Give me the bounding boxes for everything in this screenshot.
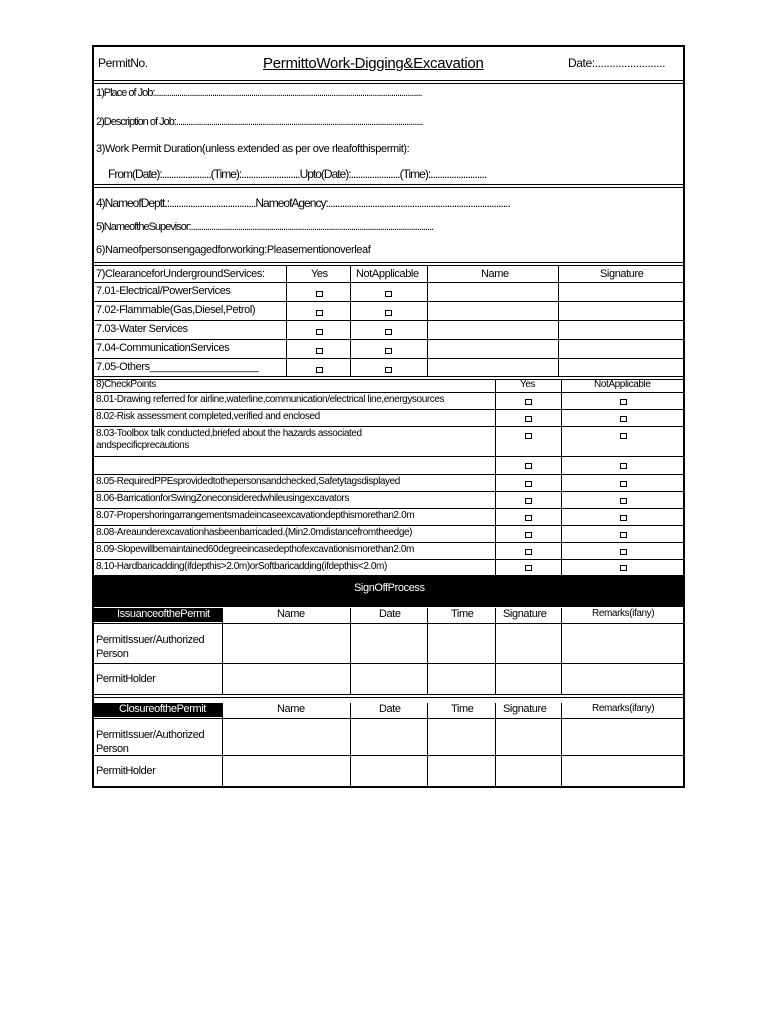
checkbox-icon[interactable] (385, 367, 392, 373)
checkbox-icon[interactable] (316, 329, 323, 335)
column-divider (495, 608, 496, 694)
yes-header: Yes (311, 268, 328, 280)
checkbox-icon[interactable] (316, 310, 323, 316)
clearance-row-label: 7.01-Electrical/PowerServices (96, 285, 231, 297)
checkbox-icon[interactable] (525, 498, 532, 504)
divider (94, 376, 683, 380)
description-field[interactable]: 2)Description of Job:........................................................................................................................ (96, 116, 423, 128)
checkbox-icon[interactable] (620, 416, 627, 422)
clearance-row-label: 7.02-Flammable(Gas,Diesel,Petrol) (96, 304, 256, 316)
checkbox-icon[interactable] (385, 310, 392, 316)
issuance-label: IssuanceofthePermit (117, 608, 210, 620)
persons-label: 6)Nameofpersonsengagedforworking:Pleasementionoverleaf (96, 244, 371, 256)
checkpoint-row-label: 8.08-Areaunderexcavationhasbeenbarricaded.(Min2.0mdistancefromtheedge) (96, 527, 413, 538)
checkpoint-row-label: 8.05-RequiredPPEsprovidedtothepersonsandchecked,Safetytagsdisplayed (96, 476, 400, 487)
name-header: Name (481, 268, 509, 280)
row-divider (94, 663, 683, 664)
column-divider (427, 608, 428, 694)
issuer-label: PermitIssuer/Authorized (96, 729, 205, 741)
checkpoints-header: 8)CheckPoints (96, 379, 156, 390)
clearance-header: 7)ClearanceforUndergroundServices: (96, 268, 265, 280)
row-divider (94, 339, 683, 340)
column-divider (561, 379, 562, 575)
column-divider (427, 265, 428, 376)
row-divider (94, 456, 683, 457)
signoff-col-remarksifany: Remarks(ifany) (592, 608, 655, 619)
place-of-job-field[interactable]: 1)Place of Job:.................................................................................................................................. (96, 87, 422, 99)
checkbox-icon[interactable] (316, 291, 323, 297)
from-upto-field[interactable]: From(Date):.....................(Time):.........................Upto(Date):.....................(Time):........................ (108, 167, 487, 181)
signoff-col-time: Time (451, 608, 474, 620)
permit-form (92, 45, 685, 788)
checkbox-icon[interactable] (525, 463, 532, 469)
divider (94, 80, 683, 84)
row-divider (94, 409, 683, 410)
checkbox-icon[interactable] (525, 399, 532, 405)
closure-label: ClosureofthePermit (119, 703, 206, 715)
checkbox-icon[interactable] (525, 481, 532, 487)
issuer-label: Person (96, 648, 129, 660)
holder-label: PermitHolder (96, 673, 156, 685)
row-divider (94, 491, 683, 492)
checkbox-icon[interactable] (316, 367, 323, 373)
checkpoint-row-label: 8.01-Drawing referred for airline,waterline,communication/electrical line,energysources (96, 394, 445, 405)
signoff-col-name: Name (277, 608, 305, 620)
checkpoint-row-label: 8.06-BarricationforSwingZoneconsideredwhileusingexcavators (96, 493, 350, 504)
signature-header: Signature (600, 268, 644, 280)
checkbox-icon[interactable] (525, 565, 532, 571)
checkbox-icon[interactable] (620, 565, 627, 571)
clearance-row-label: 7.04-CommunicationServices (96, 342, 230, 354)
dept-agency-field[interactable]: 4)NameofDeptt.:.....................................NameofAgency:.............................................................................. (96, 196, 510, 210)
checkbox-icon[interactable] (525, 416, 532, 422)
column-divider (350, 703, 351, 786)
checkpoint-row-label: 8.03-Toolbox talk conducted,briefed about the hazards associated (96, 428, 362, 439)
column-divider (495, 703, 496, 786)
row-divider (94, 358, 683, 359)
row-divider (94, 282, 683, 283)
checkbox-icon[interactable] (620, 463, 627, 469)
column-divider (558, 265, 559, 376)
signoff-col-date: Date (379, 608, 401, 620)
supervisor-field[interactable]: 5)NameoftheSupevisor:...................................................................................................................... (96, 221, 434, 233)
column-divider (427, 703, 428, 786)
column-divider (222, 608, 223, 694)
signoff-title: SignOffProcess (354, 582, 425, 594)
column-divider (495, 379, 496, 575)
clearance-row-label: 7.05-Others___________________ (96, 361, 259, 373)
checkbox-icon[interactable] (385, 291, 392, 297)
signoff-col-date: Date (379, 703, 401, 715)
row-divider (94, 508, 683, 509)
checkpoint-row-label: 8.10-Hardbaricadding(ifdepthis>2.0m)orSoftbaricadding(ifdepthis<2.0m) (96, 561, 387, 572)
checkbox-icon[interactable] (620, 481, 627, 487)
checkbox-icon[interactable] (620, 549, 627, 555)
yes-header: Yes (520, 379, 536, 390)
closure-label-banner (94, 703, 222, 717)
checkbox-icon[interactable] (620, 433, 627, 439)
row-divider (94, 559, 683, 560)
date-field[interactable]: Date:........................ (568, 56, 666, 70)
checkbox-icon[interactable] (525, 532, 532, 538)
duration-label: 3)Work Permit Duration(unless extended as per ove rleafofthispermit): (96, 143, 410, 155)
divider (94, 184, 683, 188)
checkbox-icon[interactable] (385, 329, 392, 335)
issuer-label: Person (96, 743, 129, 755)
checkbox-icon[interactable] (525, 549, 532, 555)
row-divider (94, 718, 683, 719)
row-divider (94, 623, 683, 624)
row-divider (94, 392, 683, 393)
checkbox-icon[interactable] (525, 433, 532, 439)
not-applicable-header: NotApplicable (356, 268, 419, 280)
row-divider (94, 542, 683, 543)
column-divider (561, 703, 562, 786)
checkbox-icon[interactable] (620, 532, 627, 538)
signoff-col-time: Time (451, 703, 474, 715)
holder-label: PermitHolder (96, 765, 156, 777)
page-title: PermittoWork-Digging&Excavation (263, 55, 484, 72)
row-divider (94, 525, 683, 526)
clearance-row-label: 7.03-Water Services (96, 323, 188, 335)
column-divider (222, 703, 223, 786)
divider (94, 694, 683, 698)
not-applicable-header: NotApplicable (594, 379, 651, 390)
checkpoint-row-label: 8.07-Propershoringarrangementsmadeincaseexcavationdepthismorethan2.0m (96, 510, 415, 521)
checkbox-icon[interactable] (620, 399, 627, 405)
issuance-label-banner (94, 608, 222, 622)
checkbox-icon[interactable] (385, 348, 392, 354)
column-divider (350, 265, 351, 376)
checkbox-icon[interactable] (620, 515, 627, 521)
signoff-col-remarksifany: Remarks(ifany) (592, 703, 655, 714)
divider (94, 262, 683, 266)
row-divider (94, 474, 683, 475)
column-divider (286, 265, 287, 376)
row-divider (94, 301, 683, 302)
column-divider (561, 608, 562, 694)
signoff-col-name: Name (277, 703, 305, 715)
issuer-label: PermitIssuer/Authorized (96, 634, 205, 646)
row-divider (94, 320, 683, 321)
checkpoint-row-label: 8.09-Slopewillbemaintained60degreeincasedepthofexcavationismorethan2.0m (96, 544, 414, 555)
signoff-col-signature: Signature (503, 608, 547, 620)
checkpoint-row-label: 8.02-Risk assessment completed,verified and enclosed (96, 411, 320, 422)
checkbox-icon[interactable] (525, 515, 532, 521)
checkbox-icon[interactable] (620, 498, 627, 504)
column-divider (350, 608, 351, 694)
signoff-banner (94, 575, 683, 607)
row-divider (94, 426, 683, 427)
signoff-col-signature: Signature (503, 703, 547, 715)
checkpoint-row-label: andspecificprecautions (96, 440, 189, 451)
checkbox-icon[interactable] (316, 348, 323, 354)
row-divider (94, 755, 683, 756)
permit-no-label: PermitNo. (98, 56, 148, 70)
